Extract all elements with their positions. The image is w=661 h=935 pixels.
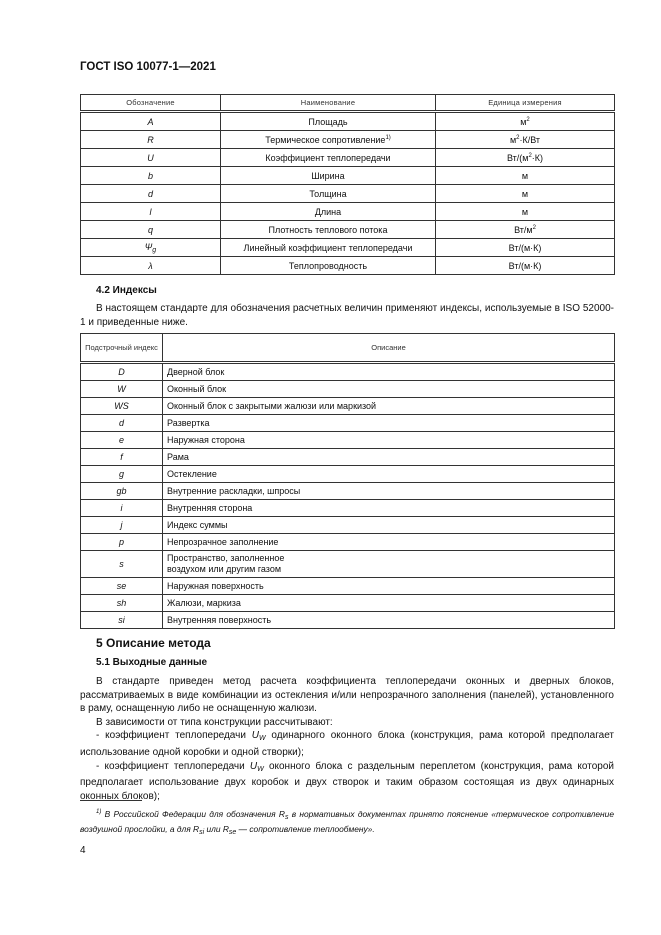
section-4-2-text (80, 302, 614, 329)
col-header-unit: Единица измерения (436, 95, 615, 112)
text-run: в нормативных документах принято пояснение «термическое сопротивление воздушной прослойки, а для (80, 809, 614, 834)
unit-text: ·К) (531, 152, 544, 163)
superscript: 2 (528, 152, 532, 159)
name-cell (221, 239, 436, 257)
table-row (81, 517, 615, 534)
unit-cell (436, 221, 615, 239)
table-row (81, 185, 615, 203)
cell-text: Рама (167, 451, 189, 462)
subscript-cell (81, 551, 163, 578)
table-row (81, 432, 615, 449)
cell-text: Внутренние раскладки, шпросы (167, 485, 301, 496)
unit-text: м (521, 170, 529, 181)
col-header-subscript: Подстрочный индекс (81, 334, 163, 363)
unit-text: м (521, 206, 529, 217)
name-cell (221, 167, 436, 185)
table-row (81, 381, 615, 398)
symbol: R (222, 823, 229, 834)
table-row (81, 449, 615, 466)
indices-table (80, 333, 615, 629)
symbol: g (118, 468, 124, 479)
cell-text: воздухом или другим газом (167, 564, 282, 574)
subscript-cell (81, 595, 163, 612)
symbol: D (118, 366, 125, 377)
symbol: U (249, 760, 258, 772)
unit-cell (436, 112, 615, 131)
symbol: l (149, 206, 152, 217)
symbol: i (120, 502, 123, 513)
paragraph: В стандарте приведен метод расчета коэффициента теплопередачи оконных и дверных блоков, рассматриваемых в виде комбинации из остекления и/или непрозрачного заполнения (панелей), установленного в раму, оснащенную либо не оснащенную жалюзи. (80, 676, 614, 715)
symbol: e (118, 434, 124, 445)
table-row (81, 551, 615, 578)
description-cell (163, 578, 615, 595)
name-cell (221, 221, 436, 239)
table-row (81, 203, 615, 221)
paragraph: В зависимости от типа конструкции рассчитывают: (96, 716, 333, 728)
subscript-cell (81, 578, 163, 595)
paragraph (80, 729, 614, 759)
symbol: sh (116, 597, 127, 608)
cell-text: Площадь (308, 116, 348, 127)
cell-text: Непрозрачное заполнение (167, 536, 279, 547)
description-cell (163, 595, 615, 612)
cell-text: Термическое сопротивление (265, 134, 386, 145)
text-run: — сопротивление теплообмену». (236, 823, 375, 834)
superscript: 2 (526, 116, 530, 123)
cell-text: Оконный блок (167, 383, 227, 394)
name-cell (221, 112, 436, 131)
symbol-cell (81, 203, 221, 221)
paragraph (80, 760, 614, 804)
cell-text: Дверной блок (167, 366, 225, 377)
cell-text: Коэффициент теплопередачи (265, 152, 391, 163)
table-row (81, 149, 615, 167)
cell-text: Индекс суммы (167, 519, 228, 530)
symbol: R (278, 809, 285, 819)
symbol: f (120, 451, 123, 462)
symbol: W (117, 383, 126, 394)
table-row (81, 112, 615, 131)
text-run: оконного блока с раздельным переплетом (конструкция, рама которой предполагает использование двух коробок и двух створок и таким образом состоящая из двух одинарных оконных блоков); (80, 760, 614, 802)
symbol: p (118, 536, 124, 547)
subscript-cell (81, 500, 163, 517)
description-cell (163, 500, 615, 517)
subscript-cell (81, 449, 163, 466)
unit-cell (436, 257, 615, 275)
table-row (81, 239, 615, 257)
subscript-cell (81, 432, 163, 449)
table-row (81, 578, 615, 595)
symbol: se (116, 580, 127, 591)
symbol: d (147, 188, 153, 199)
text-run: - коэффициент теплопередачи (96, 760, 250, 772)
subscript-cell (81, 483, 163, 500)
col-header-description: Описание (163, 334, 615, 363)
cell-text: Наружная сторона (167, 434, 245, 445)
symbol: j (120, 519, 123, 530)
col-header-symbol: Обозначение (81, 95, 221, 112)
subscript-cell (81, 398, 163, 415)
cell-text: Пространство, заполненное (167, 553, 285, 563)
description-cell (163, 449, 615, 466)
table-row (81, 415, 615, 432)
symbol-cell (81, 221, 221, 239)
cell-text: Внутренняя сторона (167, 502, 253, 513)
table-row (81, 534, 615, 551)
unit-text: м (509, 134, 517, 145)
table-row (81, 612, 615, 629)
name-cell (221, 149, 436, 167)
table-row (81, 131, 615, 149)
section-heading-5-1: 5.1 Выходные данные (96, 657, 208, 668)
text-run: В Российской Федерации для обозначения (101, 809, 279, 819)
description-cell (163, 551, 615, 578)
name-cell (221, 185, 436, 203)
symbol: si (118, 614, 125, 625)
symbol-cell (81, 257, 221, 275)
subscript-cell (81, 466, 163, 483)
cell-text: Длина (314, 206, 342, 217)
table-row (81, 221, 615, 239)
unit-text: Вт/(м (506, 152, 529, 163)
symbol: d (118, 417, 124, 428)
cell-text: Толщина (309, 188, 347, 199)
cell-text: Плотность теплового потока (268, 224, 388, 235)
description-cell (163, 381, 615, 398)
symbol: q (147, 224, 153, 235)
unit-cell (436, 185, 615, 203)
unit-cell (436, 149, 615, 167)
subscript: g (152, 246, 157, 254)
description-cell (163, 517, 615, 534)
symbol: R (147, 134, 154, 145)
name-cell (221, 131, 436, 149)
text-run: или (204, 823, 223, 834)
col-header-name: Наименование (221, 95, 436, 112)
footnote (80, 807, 614, 838)
unit-text: ·К/Вт (519, 134, 541, 145)
section-heading-4-2: 4.2 Индексы (96, 285, 157, 296)
cell-text: Ширина (311, 170, 345, 181)
cell-text: Внутренняя поверхность (167, 614, 272, 625)
page-number: 4 (80, 845, 86, 856)
name-cell (221, 257, 436, 275)
table-row (81, 595, 615, 612)
footnote-divider (80, 800, 142, 801)
unit-text: м (521, 188, 529, 199)
cell-text: Остекление (167, 468, 217, 479)
symbol-cell (81, 149, 221, 167)
subscript: W (257, 765, 264, 773)
symbol-cell (81, 112, 221, 131)
subscript-cell (81, 534, 163, 551)
subscript: se (228, 828, 237, 836)
symbol-cell (81, 167, 221, 185)
table-row (81, 363, 615, 381)
cell-text: Теплопроводность (288, 260, 368, 271)
unit-cell (436, 203, 615, 221)
paragraph: В настоящем стандарте для обозначения расчетных величин применяют индексы, используемые в ISO 52000-1 и приведенные ниже. (80, 303, 614, 328)
text-run: - коэффициент теплопередачи (96, 730, 252, 742)
section-5-1-text (80, 675, 614, 803)
description-cell (163, 612, 615, 629)
description-cell (163, 483, 615, 500)
table-row (81, 466, 615, 483)
unit-text: Вт/м (514, 224, 533, 235)
subscript-cell (81, 415, 163, 432)
description-cell (163, 534, 615, 551)
unit-text: Вт/(м·К) (508, 242, 542, 253)
table-row (81, 257, 615, 275)
text-run: одинарного оконного блока (конструкция, рама которой предполагает использование одной коробки и одной створки); (80, 730, 615, 758)
cell-text: Наружная поверхность (167, 580, 264, 591)
subscript-cell (81, 612, 163, 629)
superscript: 2 (532, 224, 536, 231)
description-cell (163, 415, 615, 432)
symbol: U (251, 730, 259, 742)
footnote-ref: 1) (385, 134, 391, 141)
description-cell (163, 363, 615, 381)
cell-text: Развертка (167, 417, 210, 428)
subscript: s (284, 814, 289, 821)
symbol: A (147, 116, 154, 127)
cell-text: Жалюзи, маркиза (167, 597, 241, 608)
superscript: 2 (516, 134, 520, 141)
cell-text: Линейный коэффициент теплопередачи (243, 242, 413, 253)
symbol: U (147, 152, 154, 163)
table-row (81, 483, 615, 500)
footnote-mark: 1) (96, 809, 102, 815)
description-cell (163, 466, 615, 483)
symbol-cell (81, 131, 221, 149)
document-header: ГОСТ ISO 10077-1—2021 (80, 61, 216, 73)
table-row (81, 500, 615, 517)
symbol: s (119, 558, 124, 569)
section-heading-5: 5 Описание метода (96, 636, 211, 650)
symbols-table (80, 94, 615, 275)
symbol: WS (114, 400, 129, 411)
subscript: si (199, 828, 205, 836)
table-row (81, 167, 615, 185)
name-cell (221, 203, 436, 221)
symbol: λ (148, 260, 153, 271)
subscript: W (259, 735, 266, 743)
unit-cell (436, 239, 615, 257)
symbol-cell (81, 185, 221, 203)
table-row (81, 398, 615, 415)
symbol-cell (81, 239, 221, 257)
symbol: b (147, 170, 153, 181)
symbol: Ψ (144, 241, 153, 252)
unit-cell (436, 131, 615, 149)
unit-text: Вт/(м·К) (508, 260, 542, 271)
subscript-cell (81, 381, 163, 398)
subscript-cell (81, 517, 163, 534)
subscript-cell (81, 363, 163, 381)
symbol: R (193, 823, 200, 834)
description-cell (163, 398, 615, 415)
symbol: gb (116, 485, 127, 496)
cell-text: Оконный блок с закрытыми жалюзи или маркизой (167, 400, 377, 411)
unit-cell (436, 167, 615, 185)
unit-text: м (520, 116, 527, 127)
description-cell (163, 432, 615, 449)
